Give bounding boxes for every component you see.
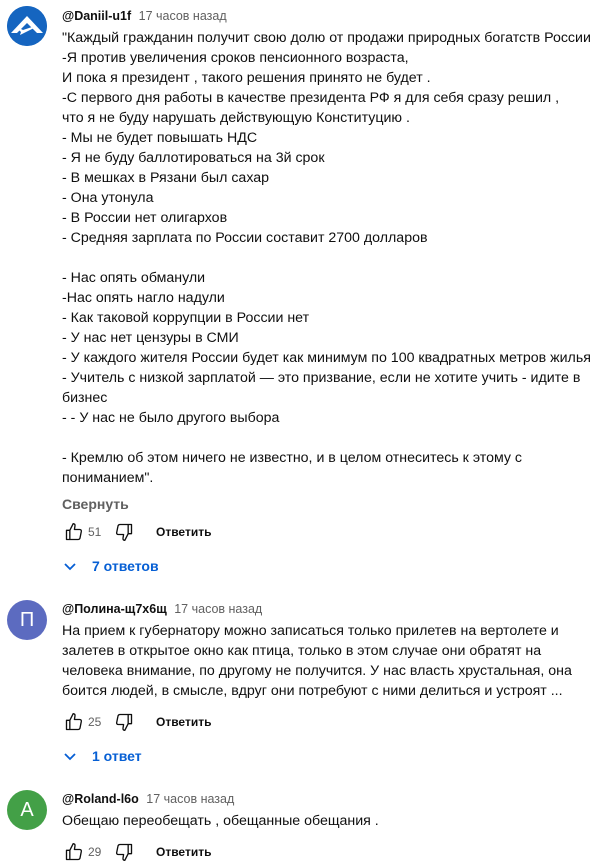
text-line: Обещаю переобещать , обещанные обещания .: [62, 813, 379, 829]
comment-actions: [62, 710, 211, 734]
like-button[interactable]: [62, 520, 86, 544]
reply-button[interactable]: Ответить: [156, 845, 212, 859]
like-button[interactable]: [62, 840, 86, 864]
text-line: - Кремлю об этом ничего не известно, и в целом отнеситесь к этому с: [62, 450, 523, 466]
text-line: - Как таковой коррупции в России нет: [62, 310, 310, 326]
avatar-letter: A: [20, 798, 34, 821]
view-replies-button[interactable]: [62, 554, 159, 578]
dislike-button[interactable]: [112, 840, 136, 864]
airplane-icon: [7, 6, 47, 46]
like-count: 29: [88, 845, 102, 859]
thumb-up-icon: [64, 522, 84, 542]
comment-text: [62, 621, 602, 701]
text-line: "Каждый гражданин получит свою долю от продажи природных богатств России: [62, 30, 591, 46]
comment-header: [62, 601, 602, 617]
like-count: 25: [88, 715, 102, 729]
text-line: - В мешках в Рязани был сахар: [62, 170, 270, 186]
thumb-down-icon: [114, 712, 134, 732]
text-line: -Нас опять нагло надули: [62, 290, 225, 306]
dislike-button[interactable]: [112, 710, 136, 734]
thumb-down-icon: [114, 522, 134, 542]
avatar[interactable]: [7, 600, 47, 640]
text-line: - Учитель с низкой зарплатой — это призвание, если не хотите учить - идите в: [62, 370, 581, 386]
comment-timestamp[interactable]: 17 часов назад: [174, 602, 263, 616]
replies-count-label: 7 ответов: [92, 558, 159, 574]
comment-timestamp[interactable]: 17 часов назад: [146, 792, 235, 806]
text-line: [62, 428, 602, 448]
like-count: 51: [88, 525, 102, 539]
thumb-down-icon: [114, 842, 134, 862]
text-line: человека внимание, по другому не получится. У нас власть хрустальная, она: [62, 663, 572, 679]
text-line: бизнес: [62, 390, 108, 406]
author-name[interactable]: @Roland-l6o: [62, 792, 139, 806]
chevron-down-icon: [62, 748, 78, 764]
dislike-button[interactable]: [112, 520, 136, 544]
like-button[interactable]: [62, 710, 86, 734]
text-line: И пока я президент , такого решения принято не будет .: [62, 70, 431, 86]
text-line: - Она утонула: [62, 190, 154, 206]
text-line: что я не буду нарушать действующую Конституцию .: [62, 110, 410, 126]
text-line: пониманием".: [62, 470, 154, 486]
text-line: - - У нас не было другого выбора: [62, 410, 280, 426]
text-line: - У нас нет цензуры в СМИ: [62, 330, 239, 346]
comment-actions: [62, 520, 211, 544]
author-name[interactable]: @Daniil-u1f: [62, 9, 132, 23]
thumb-up-icon: [64, 842, 84, 862]
comment-timestamp[interactable]: 17 часов назад: [138, 9, 227, 23]
text-line: залетев в открытое окно как птица, только в этом случае они обратят на: [62, 643, 542, 659]
avatar[interactable]: [7, 6, 47, 46]
comment-header: [62, 791, 602, 807]
comment-text: [62, 811, 602, 831]
avatar-letter: П: [19, 608, 35, 631]
replies-count-label: 1 ответ: [92, 748, 142, 764]
text-line: - Средняя зарплата по России составит 2700 долларов: [62, 230, 428, 246]
text-line: На прием к губернатору можно записаться только прилетев на вертолете и: [62, 623, 559, 639]
text-line: -С первого дня работы в качестве президента РФ я для себя сразу решил ,: [62, 90, 560, 106]
comment-text: [62, 28, 602, 488]
comment-actions: [62, 840, 211, 864]
comment-header: [62, 8, 602, 24]
text-line: - В России нет олигархов: [62, 210, 228, 226]
reply-button[interactable]: Ответить: [156, 715, 212, 729]
text-line: [62, 248, 602, 268]
author-name[interactable]: @Полина-щ7х6щ: [62, 602, 167, 616]
chevron-down-icon: [62, 558, 78, 574]
collapse-button[interactable]: Свернуть: [62, 496, 129, 512]
reply-button[interactable]: Ответить: [156, 525, 212, 539]
text-line: - Я не буду баллотироваться на 3й срок: [62, 150, 325, 166]
avatar[interactable]: [7, 790, 47, 830]
text-line: - Мы не будет повышать НДС: [62, 130, 258, 146]
text-line: - У каждого жителя России будет как минимум по 100 квадратных метров жилья: [62, 350, 591, 366]
text-line: боится людей, в смысле, вдруг они потребуют с ними делиться и устроят ...: [62, 683, 563, 699]
view-replies-button[interactable]: [62, 744, 142, 768]
thumb-up-icon: [64, 712, 84, 732]
text-line: - Нас опять обманули: [62, 270, 206, 286]
text-line: -Я против увеличения сроков пенсионного возраста,: [62, 50, 409, 66]
